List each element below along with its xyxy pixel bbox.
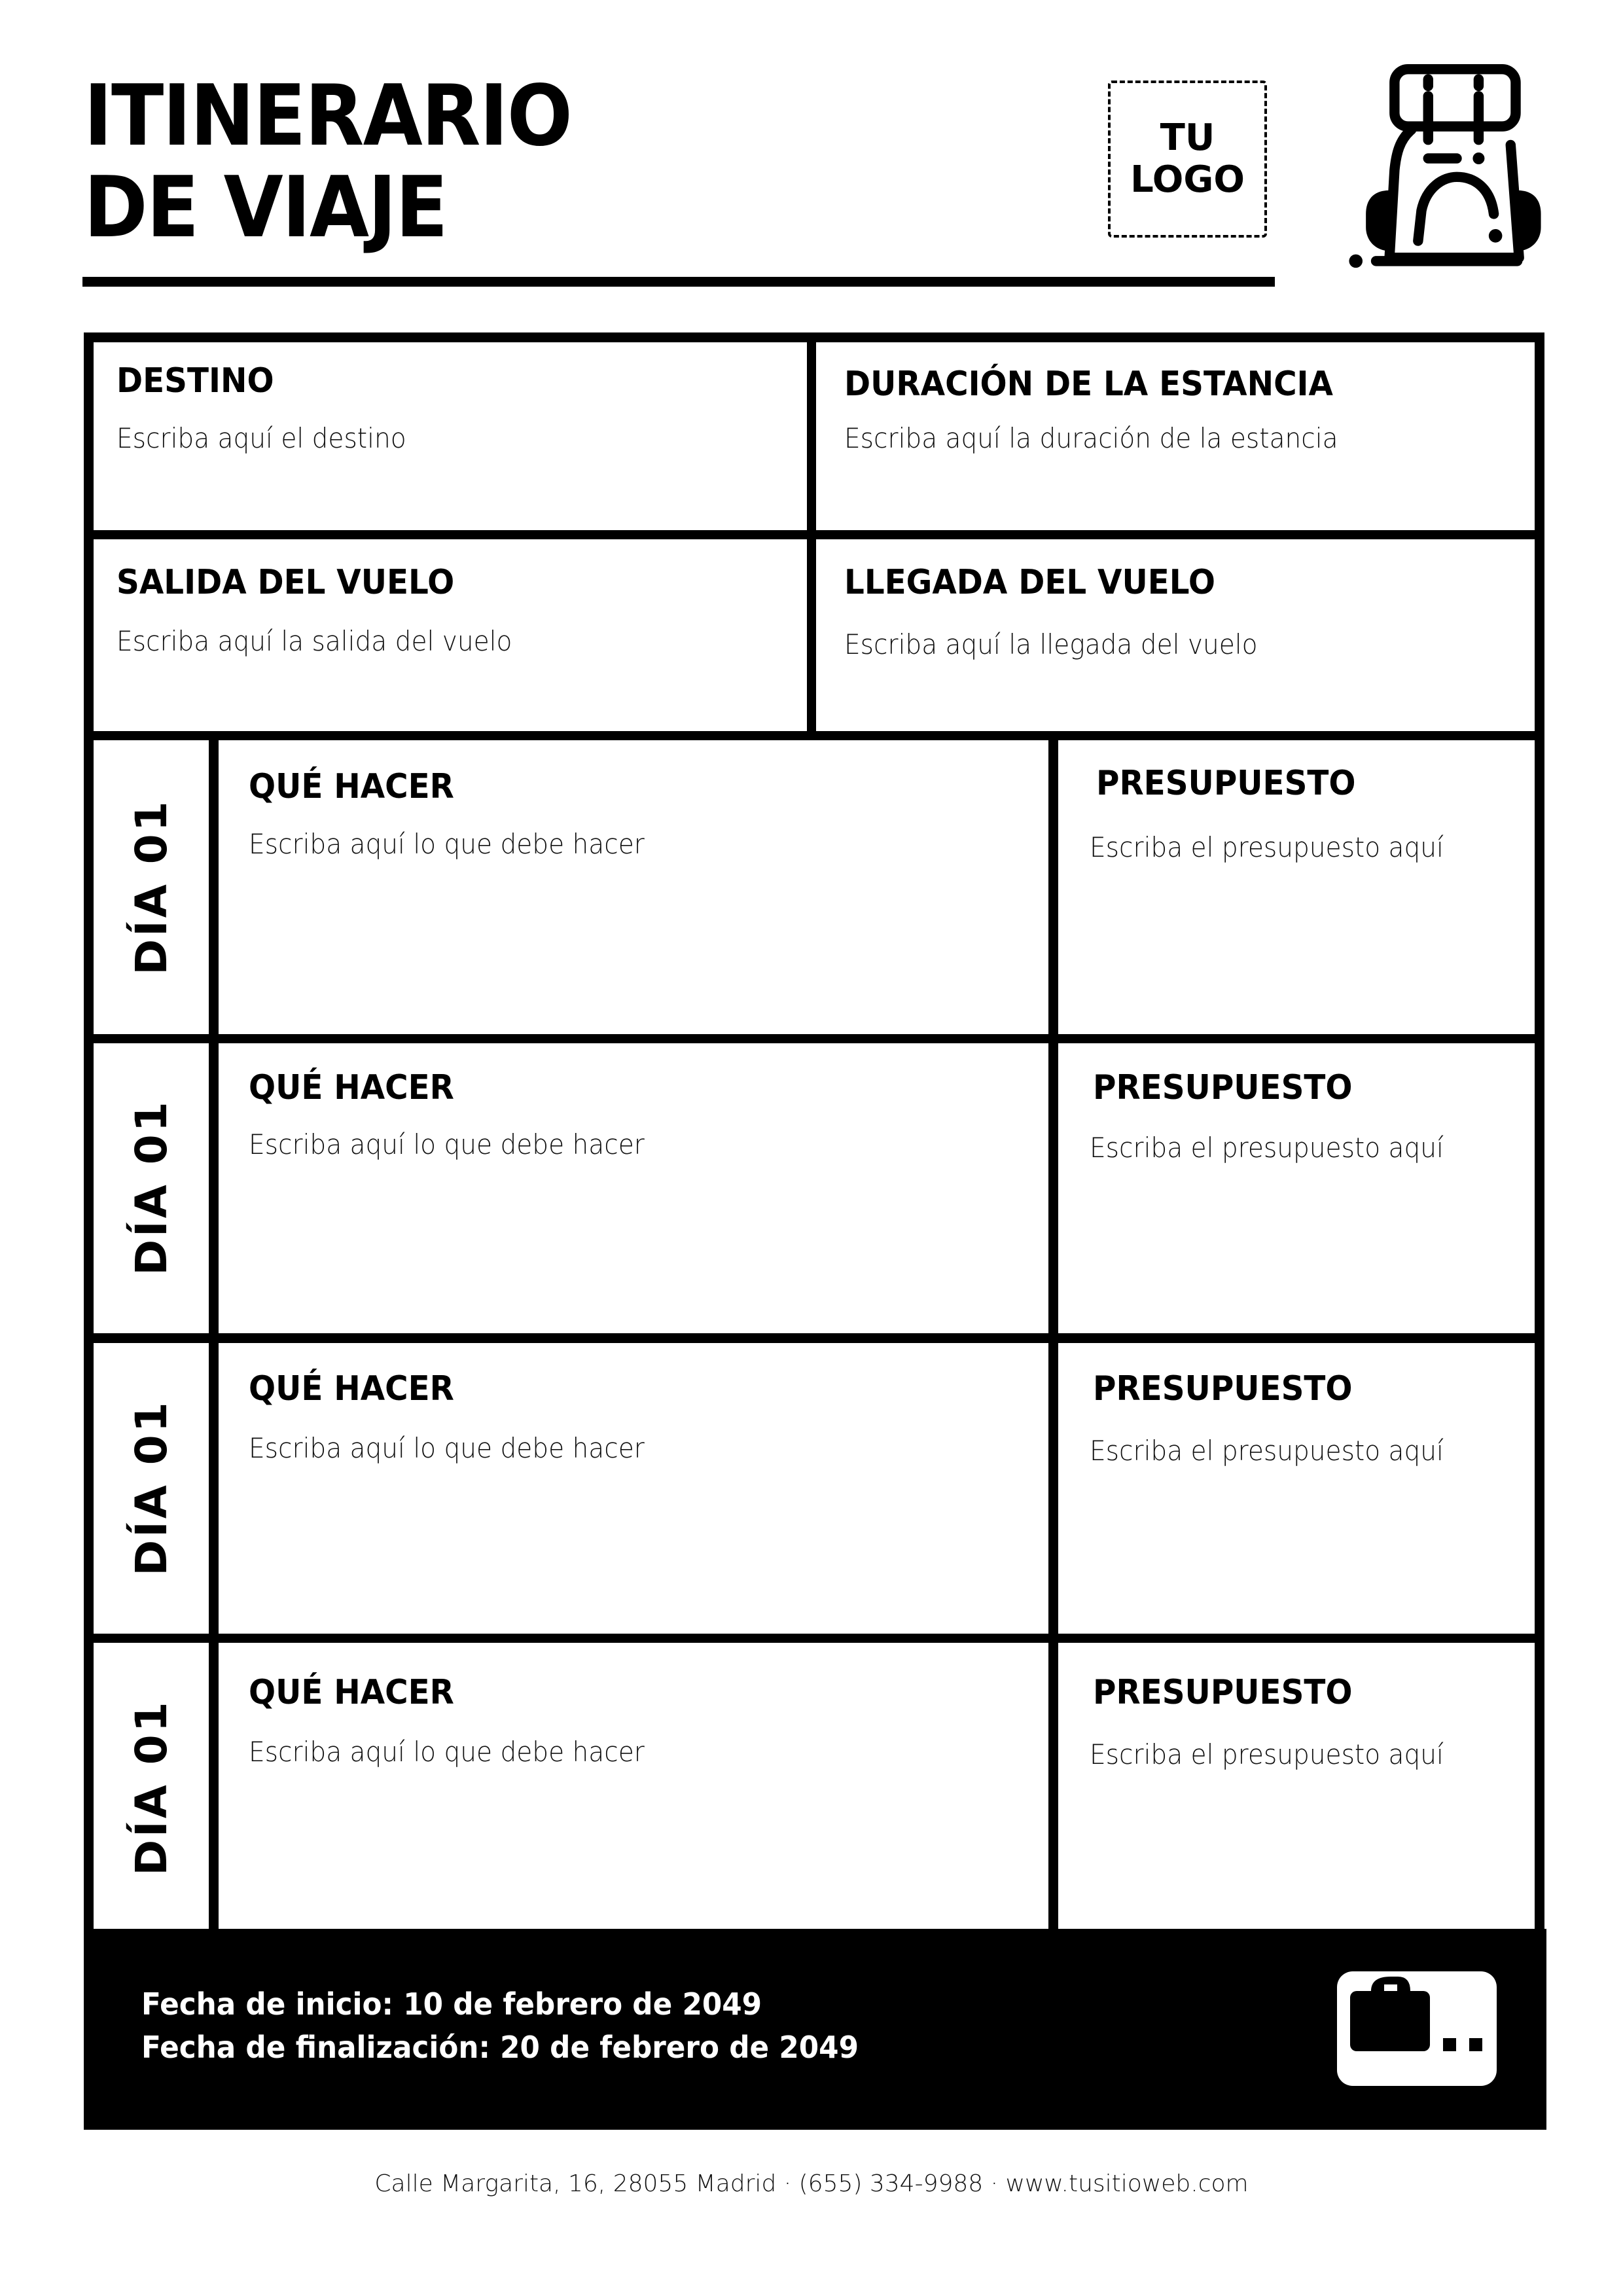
llegada-label: LLEGADA DEL VUELO [844,563,1215,602]
destino-field[interactable]: Escriba aquí el destino [116,422,406,454]
info-row-divider [84,530,1544,539]
logo-text-line-2: LOGO [1130,158,1245,201]
day-label: DÍA 01 [126,1699,177,1876]
header-divider [82,277,1275,287]
todo-field[interactable]: Escriba aquí lo que debe hacer [249,1128,645,1160]
todo-label: QUÉ HACER [249,1068,454,1107]
table-border-right [1535,332,1544,1936]
end-date: Fecha de finalización: 20 de febrero de 2049 [141,2030,859,2065]
trip-dates [141,1982,859,2069]
llegada-field[interactable]: Escriba aquí la llegada del vuelo [844,628,1258,660]
table-border-left [84,332,94,1936]
todo-field[interactable]: Escriba aquí lo que debe hacer [249,1432,645,1464]
day-row-divider-3 [84,1634,1544,1643]
day-row-divider-1 [84,1034,1544,1043]
logo-placeholder[interactable] [1108,81,1267,238]
budget-field[interactable]: Escriba el presupuesto aquí [1090,831,1444,863]
budget-label: PRESUPUESTO [1096,764,1356,803]
salida-field[interactable]: Escriba aquí la salida del vuelo [116,625,512,657]
duracion-field[interactable]: Escriba aquí la duración de la estancia [844,422,1338,454]
day-label: DÍA 01 [126,1099,177,1276]
page-title [84,67,571,257]
budget-label: PRESUPUESTO [1093,1068,1353,1107]
backpack-icon [1315,52,1551,288]
day-row-divider-2 [84,1333,1544,1343]
info-bottom-divider [84,731,1544,740]
contact-info: Calle Margarita, 16, 28055 Madrid · (655) 334-9988 · www.tusitioweb.com [374,2170,1249,2197]
budget-field[interactable]: Escriba el presupuesto aquí [1090,1435,1444,1467]
todo-label: QUÉ HACER [249,767,454,806]
title-line-2: DE VIAJE [84,159,447,257]
todo-label: QUÉ HACER [249,1673,454,1712]
todo-field[interactable]: Escriba aquí lo que debe hacer [249,1736,645,1768]
date-summary-band [84,1929,1546,2130]
destino-label: DESTINO [116,361,274,401]
day-label: DÍA 01 [126,798,177,975]
budget-label: PRESUPUESTO [1093,1369,1353,1408]
luggage-icon [1337,1971,1497,2086]
budget-field[interactable]: Escriba el presupuesto aquí [1090,1132,1444,1164]
salida-label: SALIDA DEL VUELO [116,563,455,602]
title-line-1: ITINERARIO [84,67,571,165]
budget-field[interactable]: Escriba el presupuesto aquí [1090,1738,1444,1770]
todo-field[interactable]: Escriba aquí lo que debe hacer [249,828,645,860]
todo-label: QUÉ HACER [249,1369,454,1408]
budget-label: PRESUPUESTO [1093,1673,1353,1712]
start-date: Fecha de inicio: 10 de febrero de 2049 [141,1986,762,2022]
day-label: DÍA 01 [126,1399,177,1576]
duracion-label: DURACIÓN DE LA ESTANCIA [844,365,1333,404]
logo-text-line-1: TU [1160,117,1215,159]
